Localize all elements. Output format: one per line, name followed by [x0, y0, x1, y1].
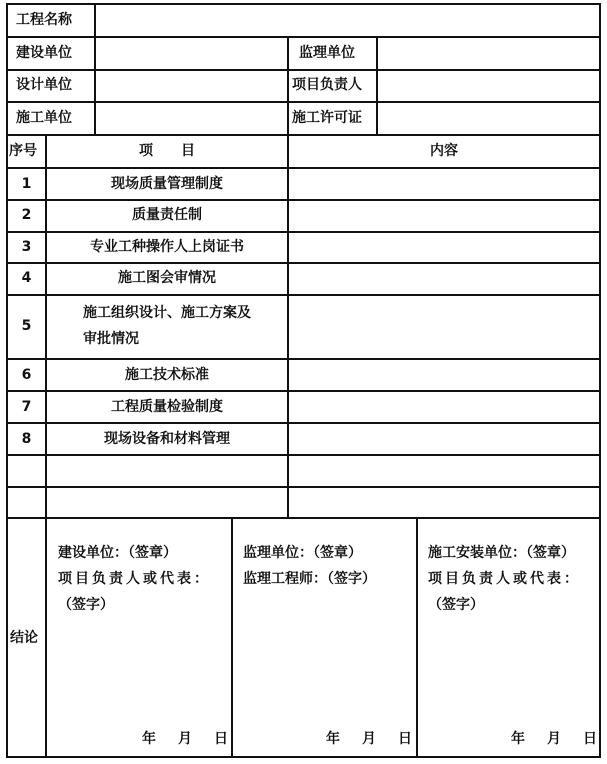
- divider-row: [6, 517, 601, 519]
- sign-line: 建设单位：（签章）: [58, 545, 177, 561]
- row-number: 3: [21, 239, 32, 255]
- row-content-field[interactable]: [291, 393, 596, 420]
- permit-label: 施工许可证: [292, 110, 362, 126]
- row-number: 4: [21, 270, 32, 286]
- project-name-label: 工程名称: [16, 12, 72, 28]
- col-header-item: 项 目: [139, 143, 195, 159]
- row-number: 5: [21, 318, 32, 334]
- row-item: 现场设备和材料管理: [104, 431, 230, 447]
- row-content-field[interactable]: [291, 234, 596, 260]
- divider-row: [6, 454, 601, 456]
- design-unit-label: 设计单位: [16, 77, 72, 93]
- sign-date: 年 月 日: [511, 731, 601, 747]
- supervision-unit-label: 监理单位: [299, 45, 355, 61]
- construction-unit-field[interactable]: [98, 39, 284, 67]
- row-number: 2: [21, 207, 32, 223]
- row-item-field[interactable]: [49, 489, 285, 515]
- permit-field[interactable]: [380, 104, 596, 132]
- sign-date: 年 月 日: [142, 731, 232, 747]
- row-content-field[interactable]: [291, 489, 596, 515]
- row-number: 8: [21, 431, 32, 447]
- sign-line: 施工安装单位：（签章）: [428, 545, 575, 561]
- col-header-content: 内容: [430, 143, 458, 159]
- row-number: 7: [21, 399, 32, 415]
- row-item: 施工技术标准: [125, 367, 209, 383]
- row-content-field[interactable]: [291, 457, 596, 484]
- row-content-field[interactable]: [291, 361, 596, 388]
- divider-row: [6, 294, 601, 296]
- col-header-no: 序号: [9, 143, 37, 159]
- row-item-field[interactable]: [49, 457, 285, 484]
- row-content-field[interactable]: [291, 265, 596, 292]
- divider-row: [6, 167, 601, 169]
- row-item-line1: 施工组织设计、施工方案及: [83, 305, 251, 321]
- row-content-field[interactable]: [291, 425, 596, 452]
- builder-unit-label: 施工单位: [16, 110, 72, 126]
- divider-row: [6, 262, 601, 264]
- builder-unit-field[interactable]: [98, 104, 284, 132]
- divider-row: [6, 199, 601, 201]
- divider-row: [6, 390, 601, 392]
- divider-col: [94, 3, 96, 136]
- sign-line: （签字）: [428, 597, 484, 613]
- border-right: [599, 3, 601, 758]
- divider-row: [6, 358, 601, 360]
- project-name-field[interactable]: [98, 6, 596, 34]
- divider-col: [416, 517, 418, 758]
- divider-col: [376, 36, 378, 136]
- row-content-field[interactable]: [291, 202, 596, 229]
- design-unit-field[interactable]: [98, 71, 284, 99]
- sign-line: 项目负责人或代表：: [428, 571, 581, 587]
- divider-row: [6, 231, 601, 233]
- supervision-unit-field[interactable]: [380, 39, 596, 67]
- border-bottom: [6, 756, 601, 758]
- row-item-line2: 审批情况: [83, 331, 139, 347]
- divider-col: [287, 134, 289, 519]
- project-leader-label: 项目负责人: [292, 77, 362, 93]
- sign-line: 监理工程师：（签字）: [243, 571, 376, 587]
- project-leader-field[interactable]: [380, 71, 596, 99]
- row-item: 施工图会审情况: [118, 270, 216, 286]
- quality-management-check-form: [6, 3, 601, 758]
- conclusion-label: 结论: [10, 630, 38, 646]
- row-content-field[interactable]: [291, 170, 596, 197]
- sign-line: （签字）: [58, 597, 114, 613]
- divider-row: [6, 422, 601, 424]
- row-item: 质量责任制: [132, 207, 202, 223]
- sign-date: 年 月 日: [326, 731, 416, 747]
- divider-col: [231, 517, 233, 758]
- divider-row: [6, 486, 601, 488]
- divider-col: [287, 36, 289, 136]
- row-item: 现场质量管理制度: [111, 176, 223, 192]
- row-content-field[interactable]: [291, 297, 596, 356]
- row-number: 6: [21, 367, 32, 383]
- sign-line: 项目负责人或代表：: [58, 571, 211, 587]
- row-number: 1: [21, 176, 32, 192]
- row-item: 工程质量检验制度: [111, 399, 223, 415]
- row-item: 专业工种操作人上岗证书: [90, 239, 244, 255]
- sign-line: 监理单位：（签章）: [243, 545, 362, 561]
- construction-unit-label: 建设单位: [16, 45, 72, 61]
